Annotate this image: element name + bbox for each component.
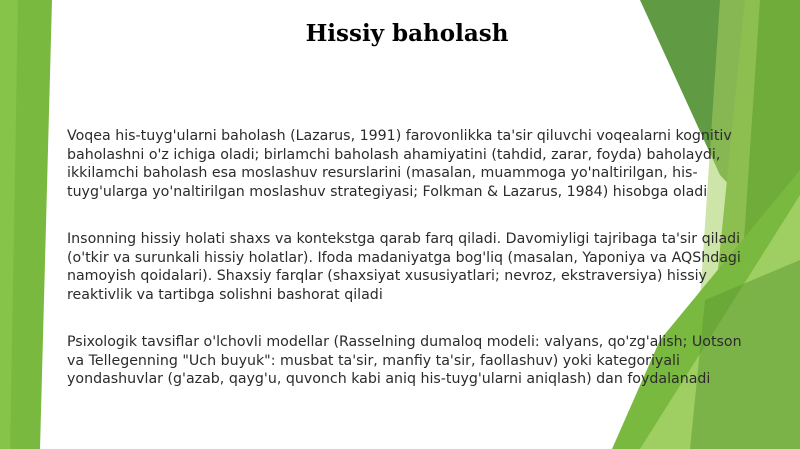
slide-title: Hissiy baholash (305, 20, 509, 47)
paragraph-emotional-state: Insonning hissiy holati shaxs va kontekstga qarab farq qiladi. Davomiyligi tajribaga ta'sir qiladi (o'tkir va surunkali hissiy holatlar). Ifoda madaniyatga bog'liq (masalan, Yaponiya va AQShdagi namoyish qoidalari). Shaxsiy farqlar (shaxsiyat xususiyatlari; nevroz, ekstraversiya) hissiy reaktivlik va tartibga solishni bashorat qiladi (67, 231, 741, 303)
paragraph-psychological-models: Psixologik tavsiflar o'lchovli modellar (Rasselning dumaloq modeli: valyans, qo'zg'alish; Uotson va Tellegenning "Uch buyuk": musbat ta'sir, manfiy ta'sir, faollashuv) yoki kategoriyali yondashuvlar (g'azab, qayg'u, quvonch kabi aniq his-tuyg'ularni aniqlash) dan foydalanadi (67, 334, 742, 387)
paragraph-appraisal: Voqea his-tuyg'ularni baholash (Lazarus, 1991) farovonlikka ta'sir qiluvchi voqealarni kognitiv baholashni o'z ichiga oladi; birlamchi baholash ahamiyatini (tahdid, zarar, foyda) baholaydi, ikkilamchi baholash esa moslashuv resurslarini (masalan, muammoga yo'naltirilgan, his-tuyg'ularga yo'naltirilgan moslashuv strategiyasi; Folkman & Lazarus, 1984) hisobga oladi (67, 128, 732, 200)
